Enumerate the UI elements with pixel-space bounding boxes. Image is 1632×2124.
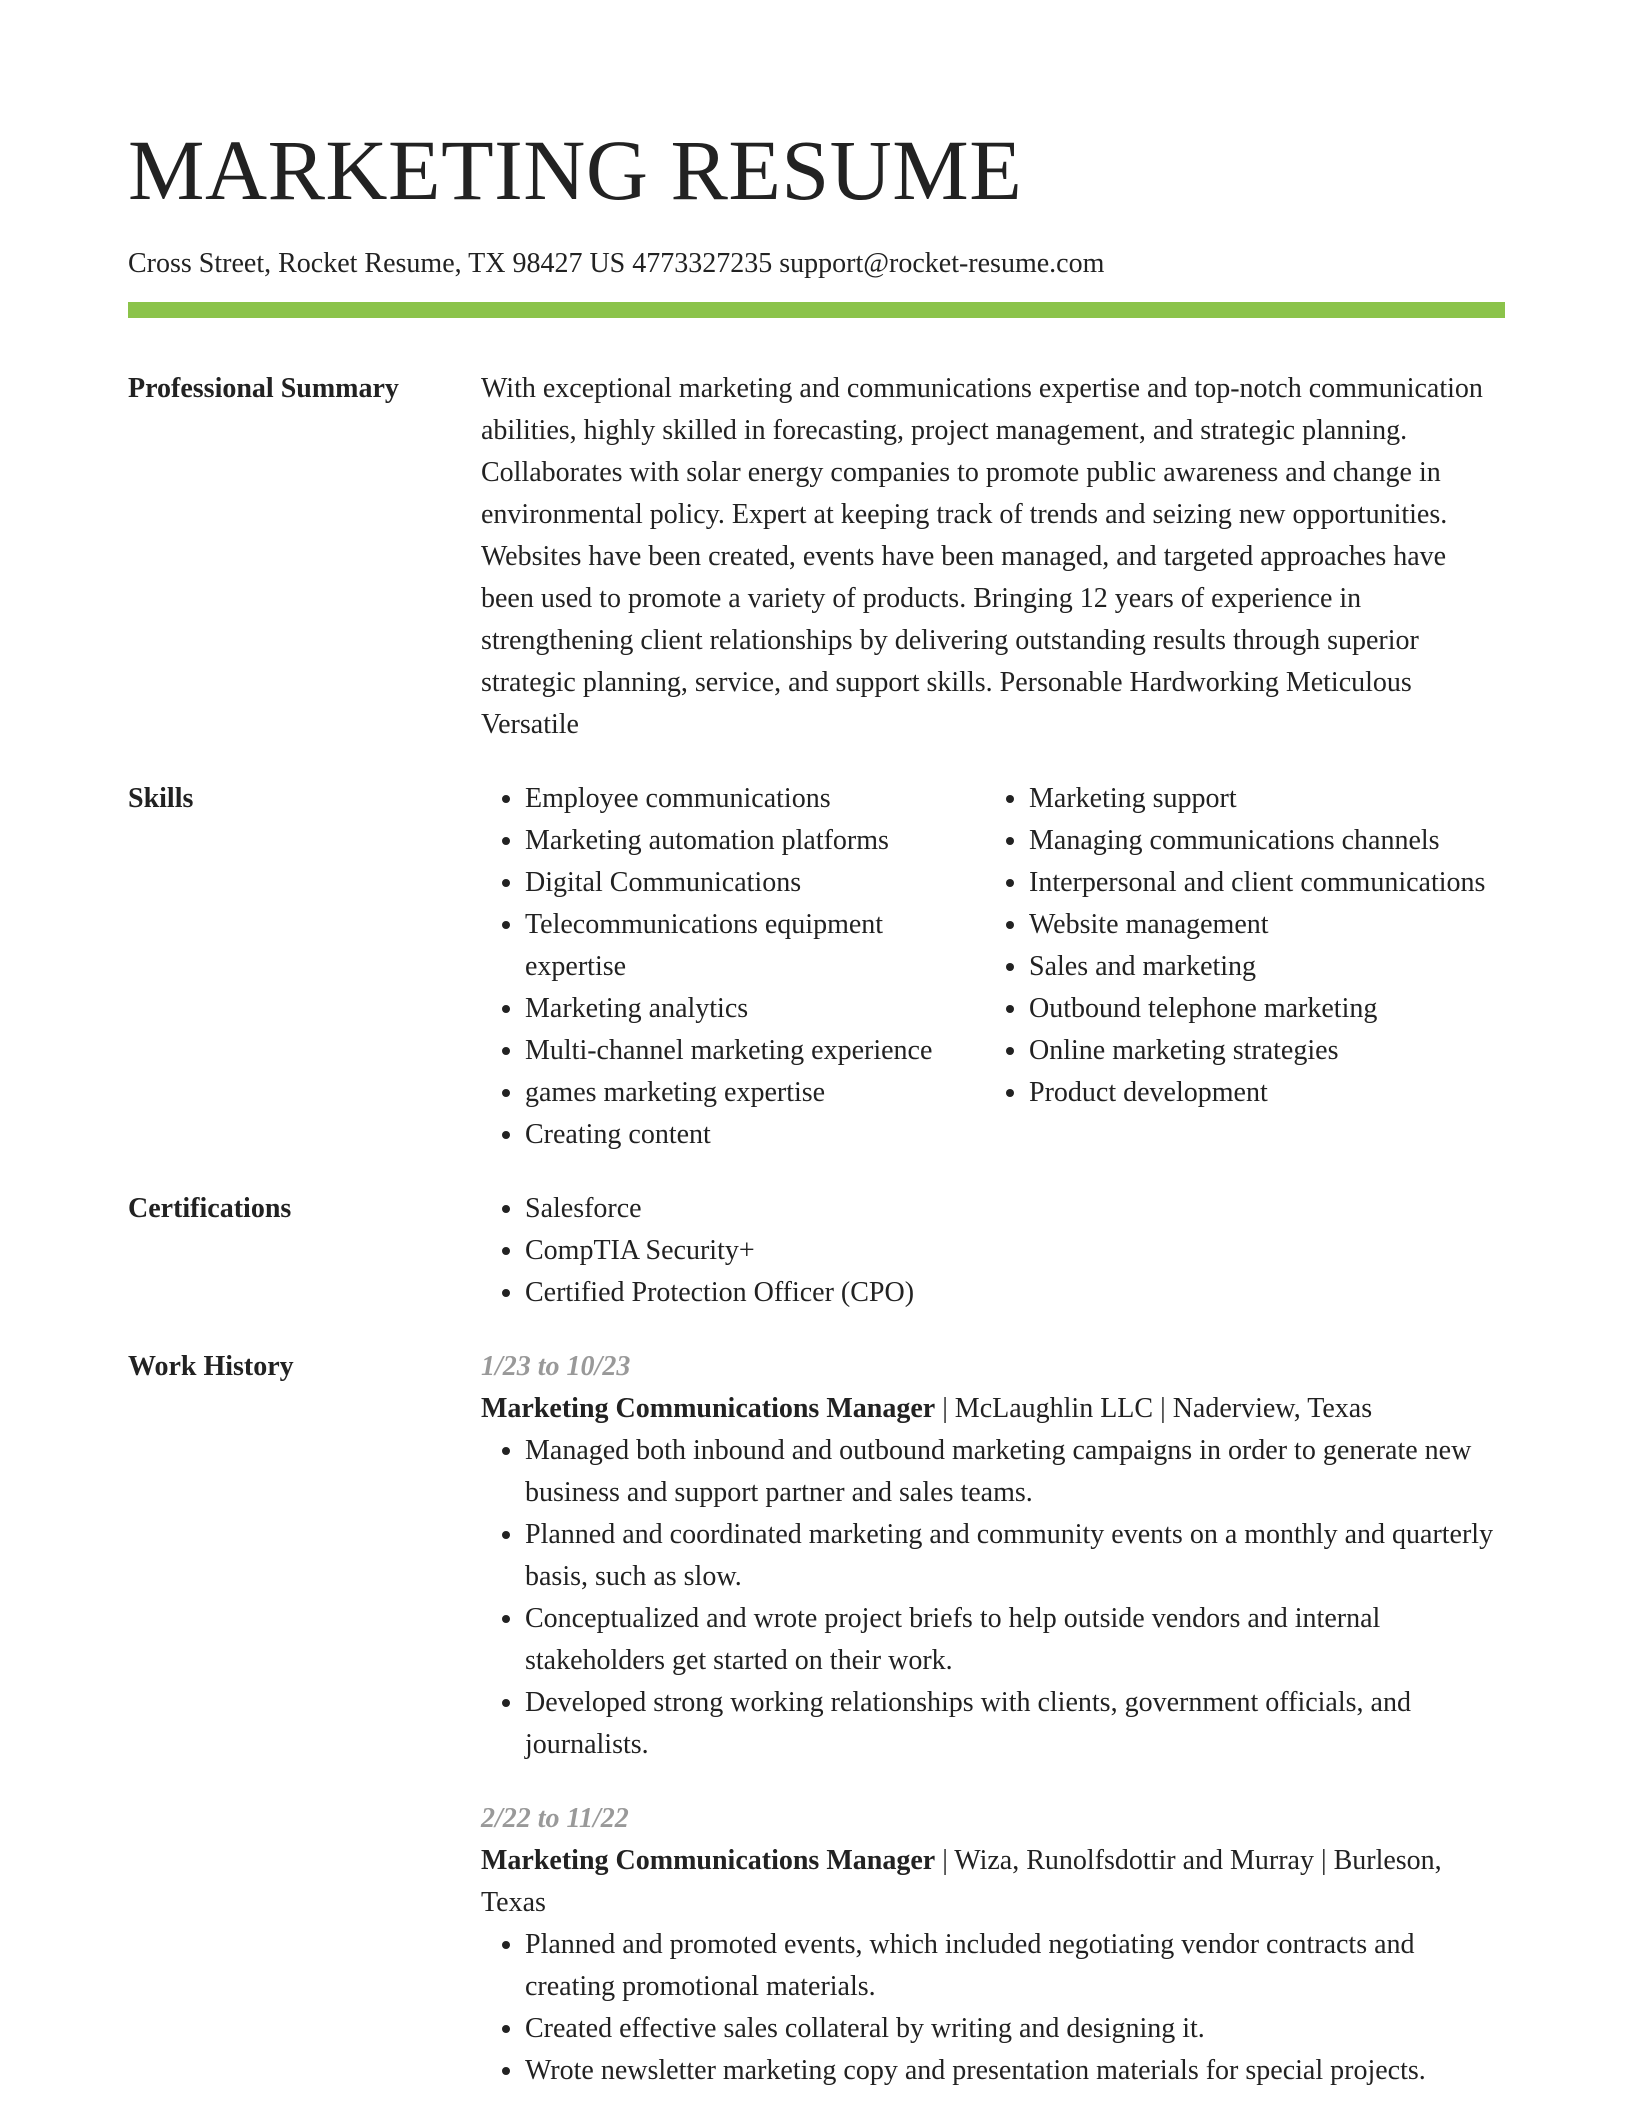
work-history-body <box>481 1346 1505 2124</box>
job-bullet: • Created effective sales collateral by writing and designing it. <box>525 2008 1505 2050</box>
certification-item: • Certified Protection Officer (CPO) <box>525 1272 1505 1314</box>
job-bullet: • Planned and coordinated marketing and community events on a monthly and quarterly basis, such as slow. <box>525 1514 1505 1598</box>
job-bullet: • Managed both inbound and outbound marketing campaigns in order to generate new business and support partner and sales teams. <box>525 1430 1505 1514</box>
certification-item: • CompTIA Security+ <box>525 1230 1505 1272</box>
certification-item: • Salesforce <box>525 1188 1505 1230</box>
summary-section <box>128 368 1505 746</box>
resume-page <box>128 0 1505 2124</box>
skill-item: • Employee communications <box>525 778 985 820</box>
job-heading <box>481 1840 1505 1924</box>
job-title: Marketing Communications Manager <box>481 1845 936 1876</box>
certifications-list <box>481 1188 1505 1314</box>
job-company-location: | Wiza, Runolfsdottir and Murray | Burleson, Texas <box>481 1845 1442 1918</box>
certifications-label: Certifications <box>128 1193 292 1224</box>
job-bullet: • Conceptualized and wrote project briefs to help outside vendors and internal stakeholders get started on their work. <box>525 1598 1505 1682</box>
skill-item: • Website management <box>1029 904 1505 946</box>
job-bullet: • Wrote newsletter marketing copy and presentation materials for special projects. <box>525 2050 1505 2092</box>
skills-list-left <box>481 778 985 1156</box>
skill-item: • Telecommunications equipment expertise <box>525 904 985 988</box>
summary-text: With exceptional marketing and communications expertise and top-notch communication abilities, highly skilled in forecasting, project management, and strategic planning. Collaborates with solar energy companies to promote public awareness and change in environmental policy. Expert at keeping track of trends and seizing new opportunities. Websites have been created, events have been managed, and targeted approaches have been used to promote a variety of products. Bringing 12 years of experience in strengthening client relationships by delivering outstanding results through superior strategic planning, service, and support skills. Personable Hardworking Meticulous Versatile <box>481 373 1483 740</box>
skill-item: • games marketing expertise <box>525 1072 985 1114</box>
skill-item: • Product development <box>1029 1072 1505 1114</box>
skill-item: • Online marketing strategies <box>1029 1030 1505 1072</box>
skill-item: • Creating content <box>525 1114 985 1156</box>
skills-column-left <box>481 778 985 1156</box>
skill-item: • Multi-channel marketing experience <box>525 1030 985 1072</box>
summary-label: Professional Summary <box>128 373 399 404</box>
job-bullet-list <box>481 1924 1505 2092</box>
work-history-label: Work History <box>128 1351 294 1382</box>
skill-item: • Marketing support <box>1029 778 1505 820</box>
resume-title: MARKETING RESUME <box>128 122 1023 218</box>
job-entry <box>481 1798 1505 2092</box>
skill-item: • Managing communications channels <box>1029 820 1505 862</box>
contact-line: Cross Street, Rocket Resume, TX 98427 US 4773327235 support@rocket-resume.com <box>128 248 1105 279</box>
skills-list-right <box>985 778 1505 1114</box>
skill-item: • Digital Communications <box>525 862 985 904</box>
skills-column-right <box>985 778 1505 1156</box>
certifications-body <box>481 1188 1505 1314</box>
accent-divider <box>128 302 1505 318</box>
skill-item: • Marketing automation platforms <box>525 820 985 862</box>
job-dates: 2/22 to 11/22 <box>481 1803 629 1834</box>
certifications-section <box>128 1188 1505 1314</box>
job-entry <box>481 1346 1505 1766</box>
job-bullet: • Planned and promoted events, which included negotiating vendor contracts and creating promotional materials. <box>525 1924 1505 2008</box>
job-heading <box>481 1388 1505 1430</box>
skills-label: Skills <box>128 783 194 814</box>
skill-item: • Marketing analytics <box>525 988 985 1030</box>
job-dates: 1/23 to 10/23 <box>481 1351 631 1382</box>
skill-item: • Outbound telephone marketing <box>1029 988 1505 1030</box>
job-company-location: | McLaughlin LLC | Naderview, Texas <box>935 1393 1373 1424</box>
job-bullet-list <box>481 1430 1505 1766</box>
skill-item: • Sales and marketing <box>1029 946 1505 988</box>
skills-section <box>128 778 1505 1156</box>
skill-item: • Interpersonal and client communications <box>1029 862 1505 904</box>
skills-columns <box>481 778 1505 1156</box>
job-bullet: • Developed strong working relationships with clients, government officials, and journalists. <box>525 1682 1505 1766</box>
work-history-section <box>128 1346 1505 2124</box>
job-title: Marketing Communications Manager <box>481 1393 936 1424</box>
